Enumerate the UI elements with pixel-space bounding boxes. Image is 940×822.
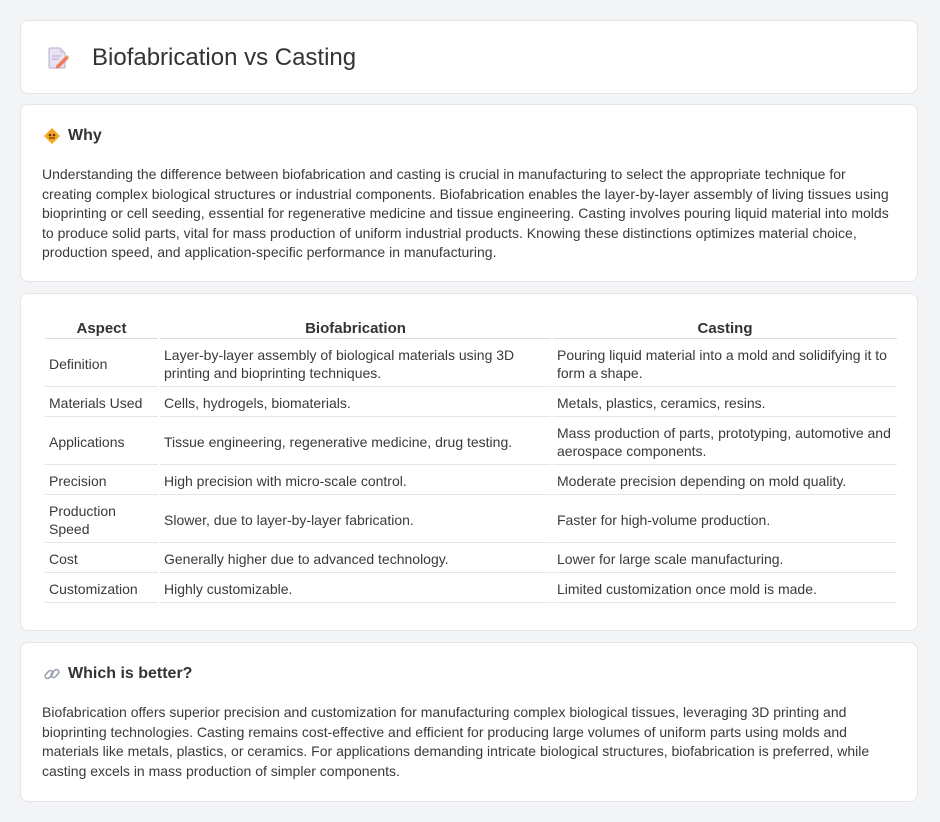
aspect-cell: Cost [45,545,158,573]
column-header: Casting [553,316,897,339]
casting-cell: Pouring liquid material into a mold and solidifying it to form a shape. [553,341,897,387]
biofabrication-cell: Cells, hydrogels, biomaterials. [160,389,551,417]
why-text: Understanding the difference between biofabrication and casting is crucial in manufacturing to select the appropriate technique for creating complex biological structures or industrial components. Biofabrication enables the layer-by-layer assembly of living tissues using bioprinting or cell seeding, essential for regenerative medicine and tissue engineering. Casting involves pouring liquid material into molds to produce solid parts, vital for mass production of uniform industrial products. Knowing these distinctions optimizes material choice, production speed, and application-specific performance in manufacturing. [42,166,889,260]
biofabrication-cell: Slower, due to layer-by-layer fabrication. [160,497,551,543]
table-header-row [45,316,897,339]
table-row [45,467,897,495]
comparison-table [43,314,899,605]
header-card [20,20,918,94]
table-row [45,545,897,573]
casting-cell: Limited customization once mold is made. [553,575,897,603]
column-header: Aspect [45,316,158,339]
better-title: Which is better? [68,665,193,682]
table-row [45,419,897,465]
page-title: Biofabrication vs Casting [92,44,357,71]
casting-cell: Mass production of parts, prototyping, automotive and aerospace components. [553,419,897,465]
which-is-better-section [20,642,918,802]
diamond-sign-icon [43,127,61,145]
aspect-cell: Customization [45,575,158,603]
casting-cell: Lower for large scale manufacturing. [553,545,897,573]
link-icon [43,665,61,683]
casting-cell: Faster for high-volume production. [553,497,897,543]
biofabrication-cell: Generally higher due to advanced technology. [160,545,551,573]
table-row [45,341,897,387]
better-text: Biofabrication offers superior precision and customization for manufacturing complex biological tissues, leveraging 3D printing and bioprinting technologies. Casting remains cost-effective and efficient for producing large volumes of uniform parts using molds and materials like metals, plastics, or ceramics. For applications demanding intricate biological structures, biofabrication is preferred, while casting excels in mass production of simpler components. [42,704,870,779]
biofabrication-cell: Layer-by-layer assembly of biological materials using 3D printing and bioprinting techniques. [160,341,551,387]
document-pencil-icon [47,47,69,69]
why-title: Why [68,127,102,144]
biofabrication-cell: Highly customizable. [160,575,551,603]
column-header: Biofabrication [160,316,551,339]
table-row [45,575,897,603]
better-heading [43,664,192,684]
comparison-table-card [20,293,918,631]
why-section [20,104,918,282]
casting-cell: Metals, plastics, ceramics, resins. [553,389,897,417]
aspect-cell: Materials Used [45,389,158,417]
aspect-cell: Precision [45,467,158,495]
aspect-cell: Definition [45,341,158,387]
casting-cell: Moderate precision depending on mold quality. [553,467,897,495]
biofabrication-cell: High precision with micro-scale control. [160,467,551,495]
table-row [45,497,897,543]
biofabrication-cell: Tissue engineering, regenerative medicine, drug testing. [160,419,551,465]
why-heading [43,126,102,146]
table-row [45,389,897,417]
aspect-cell: Production Speed [45,497,158,543]
aspect-cell: Applications [45,419,158,465]
